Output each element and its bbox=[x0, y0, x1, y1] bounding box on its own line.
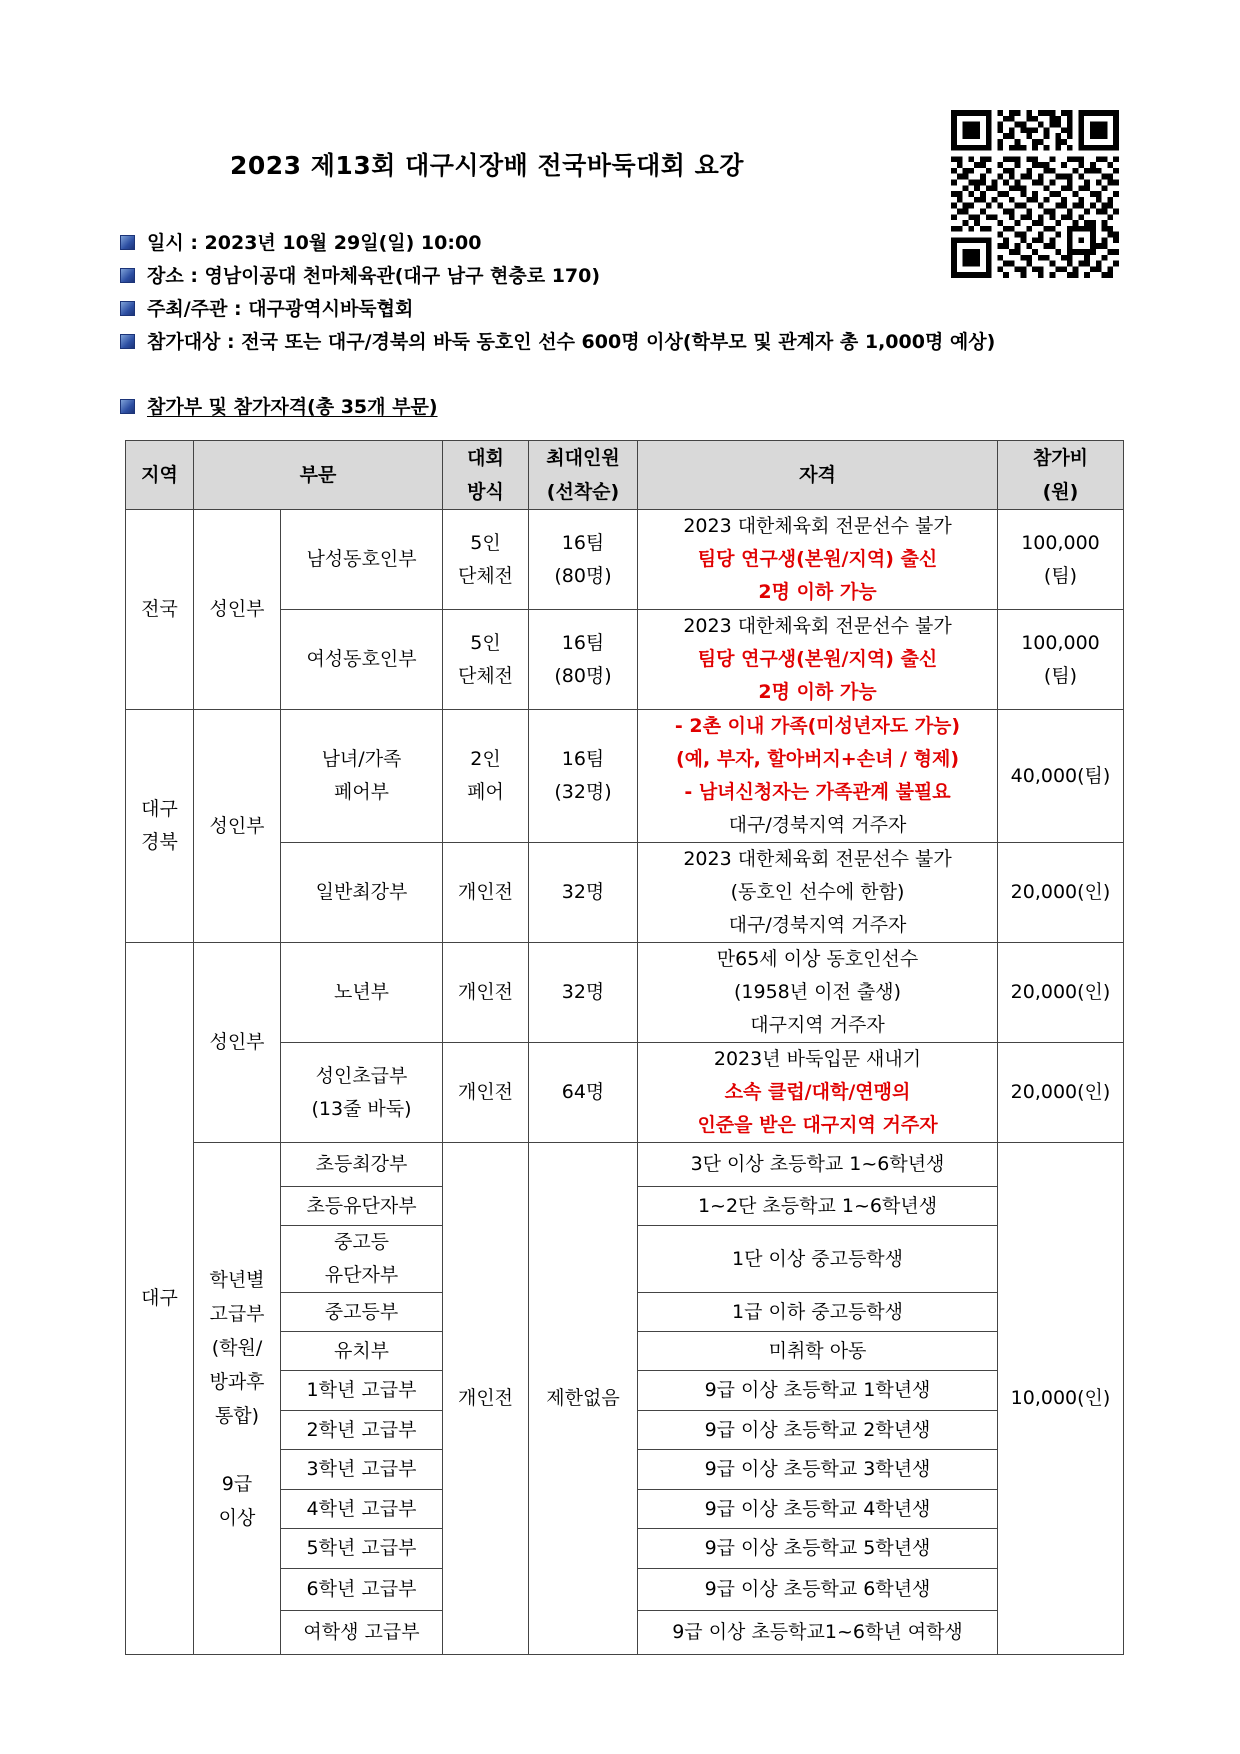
fee-cell: 20,000(인) bbox=[998, 943, 1124, 1043]
info-participants: 참가대상 : 전국 또는 대구/경북의 바둑 동호인 선수 600명 이상(학부모 및 관계자 총 1,000명 예상) bbox=[120, 327, 995, 354]
qualification-cell: 9급 이상 초등학교1~6학년 여학생 bbox=[638, 1611, 998, 1655]
qualification-cell: 9급 이상 초등학교 2학년생 bbox=[638, 1411, 998, 1450]
square-bullet-icon bbox=[120, 399, 135, 414]
division-cell: 초등최강부 bbox=[281, 1143, 443, 1187]
qualification-cell: 2023 대한체육회 전문선수 불가 팀당 연구생(본원/지역) 출신 2명 이하 가능 bbox=[638, 510, 998, 610]
qualification-cell: 2023 대한체육회 전문선수 불가 팀당 연구생(본원/지역) 출신 2명 이하 가능 bbox=[638, 610, 998, 710]
group-cell: 성인부 bbox=[194, 710, 281, 943]
region-cell: 전국 bbox=[126, 510, 194, 710]
division-cell: 5학년 고급부 bbox=[281, 1529, 443, 1569]
fee-cell: 10,000(인) bbox=[998, 1143, 1124, 1655]
qualification-cell: 3단 이상 초등학교 1~6학년생 bbox=[638, 1143, 998, 1187]
qualification-cell: 미취학 아동 bbox=[638, 1332, 998, 1371]
square-bullet-icon bbox=[120, 268, 135, 283]
qualification-cell: - 2촌 이내 가족(미성년자도 가능) (예, 부자, 할아버지+손녀 / 형제) - 남녀신청자는 가족관계 불필요 대구/경북지역 거주자 bbox=[638, 710, 998, 843]
square-bullet-icon bbox=[120, 235, 135, 250]
fee-cell: 100,000 (팀) bbox=[998, 510, 1124, 610]
division-cell: 초등유단자부 bbox=[281, 1187, 443, 1226]
qualification-cell: 9급 이상 초등학교 5학년생 bbox=[638, 1529, 998, 1569]
division-cell: 중고등부 bbox=[281, 1293, 443, 1332]
info-date: 일시 : 2023년 10월 29일(일) 10:00 bbox=[120, 228, 481, 255]
header-max: 최대인원 (선착순) bbox=[529, 441, 638, 510]
max-cell: 제한없음 bbox=[529, 1143, 638, 1655]
division-cell: 일반최강부 bbox=[281, 843, 443, 943]
max-cell: 32명 bbox=[529, 843, 638, 943]
header-fee: 참가비 (원) bbox=[998, 441, 1124, 510]
qualification-cell: 2023 대한체육회 전문선수 불가 (동호인 선수에 한함) 대구/경북지역 거주자 bbox=[638, 843, 998, 943]
fee-cell: 40,000(팀) bbox=[998, 710, 1124, 843]
qualification-cell: 1~2단 초등학교 1~6학년생 bbox=[638, 1187, 998, 1226]
page-title: 2023 제13회 대구시장배 전국바둑대회 요강 bbox=[230, 151, 744, 180]
square-bullet-icon bbox=[120, 301, 135, 316]
max-cell: 16팀 (80명) bbox=[529, 510, 638, 610]
table-row bbox=[126, 943, 1124, 1043]
qr-code bbox=[951, 110, 1119, 278]
fee-cell: 20,000(인) bbox=[998, 843, 1124, 943]
method-cell: 개인전 bbox=[443, 843, 529, 943]
method-cell: 개인전 bbox=[443, 943, 529, 1043]
header-qualification: 자격 bbox=[638, 441, 998, 510]
region-cell: 대구 경북 bbox=[126, 710, 194, 943]
square-bullet-icon bbox=[120, 334, 135, 349]
qualification-cell: 9급 이상 초등학교 6학년생 bbox=[638, 1569, 998, 1611]
division-cell: 노년부 bbox=[281, 943, 443, 1043]
region-cell: 대구 bbox=[126, 943, 194, 1655]
division-cell: 여성동호인부 bbox=[281, 610, 443, 710]
qualification-cell: 만65세 이상 동호인선수 (1958년 이전 출생) 대구지역 거주자 bbox=[638, 943, 998, 1043]
division-cell: 3학년 고급부 bbox=[281, 1450, 443, 1490]
qualification-cell: 9급 이상 초등학교 3학년생 bbox=[638, 1450, 998, 1490]
division-cell: 2학년 고급부 bbox=[281, 1411, 443, 1450]
division-cell: 성인초급부 (13줄 바둑) bbox=[281, 1043, 443, 1143]
table-row bbox=[126, 710, 1124, 843]
division-cell: 4학년 고급부 bbox=[281, 1490, 443, 1529]
max-cell: 32명 bbox=[529, 943, 638, 1043]
table-row bbox=[126, 510, 1124, 610]
method-cell: 개인전 bbox=[443, 1043, 529, 1143]
info-host: 주최/주관 : 대구광역시바둑협회 bbox=[120, 294, 413, 321]
division-cell: 남녀/가족 페어부 bbox=[281, 710, 443, 843]
table-header-row bbox=[126, 441, 1124, 510]
method-cell: 5인 단체전 bbox=[443, 610, 529, 710]
qualification-cell: 9급 이상 초등학교 4학년생 bbox=[638, 1490, 998, 1529]
table-row bbox=[126, 1143, 1124, 1187]
method-cell: 개인전 bbox=[443, 1143, 529, 1655]
max-cell: 64명 bbox=[529, 1043, 638, 1143]
qualification-cell: 2023년 바둑입문 새내기 소속 클럽/대학/연맹의 인준을 받은 대구지역 거주자 bbox=[638, 1043, 998, 1143]
fee-cell: 20,000(인) bbox=[998, 1043, 1124, 1143]
group-cell: 성인부 bbox=[194, 943, 281, 1143]
qualification-cell: 1급 이하 중고등학생 bbox=[638, 1293, 998, 1332]
division-cell: 6학년 고급부 bbox=[281, 1569, 443, 1611]
method-cell: 5인 단체전 bbox=[443, 510, 529, 610]
division-cell: 여학생 고급부 bbox=[281, 1611, 443, 1655]
group-cell: 학년별 고급부 (학원/ 방과후 통합) 9급 이상 bbox=[194, 1143, 281, 1655]
method-cell: 2인 페어 bbox=[443, 710, 529, 843]
division-cell: 중고등 유단자부 bbox=[281, 1226, 443, 1293]
divisions-table bbox=[125, 440, 1124, 1655]
fee-cell: 100,000 (팀) bbox=[998, 610, 1124, 710]
max-cell: 16팀 (32명) bbox=[529, 710, 638, 843]
qualification-cell: 1단 이상 중고등학생 bbox=[638, 1226, 998, 1293]
section-heading: 참가부 및 참가자격(총 35개 부문) bbox=[120, 392, 438, 419]
header-division: 부문 bbox=[194, 441, 443, 510]
qualification-cell: 9급 이상 초등학교 1학년생 bbox=[638, 1371, 998, 1411]
info-venue: 장소 : 영남이공대 천마체육관(대구 남구 현충로 170) bbox=[120, 261, 600, 288]
division-cell: 1학년 고급부 bbox=[281, 1371, 443, 1411]
group-cell: 성인부 bbox=[194, 510, 281, 710]
header-method: 대회 방식 bbox=[443, 441, 529, 510]
division-cell: 남성동호인부 bbox=[281, 510, 443, 610]
max-cell: 16팀 (80명) bbox=[529, 610, 638, 710]
division-cell: 유치부 bbox=[281, 1332, 443, 1371]
header-region: 지역 bbox=[126, 441, 194, 510]
